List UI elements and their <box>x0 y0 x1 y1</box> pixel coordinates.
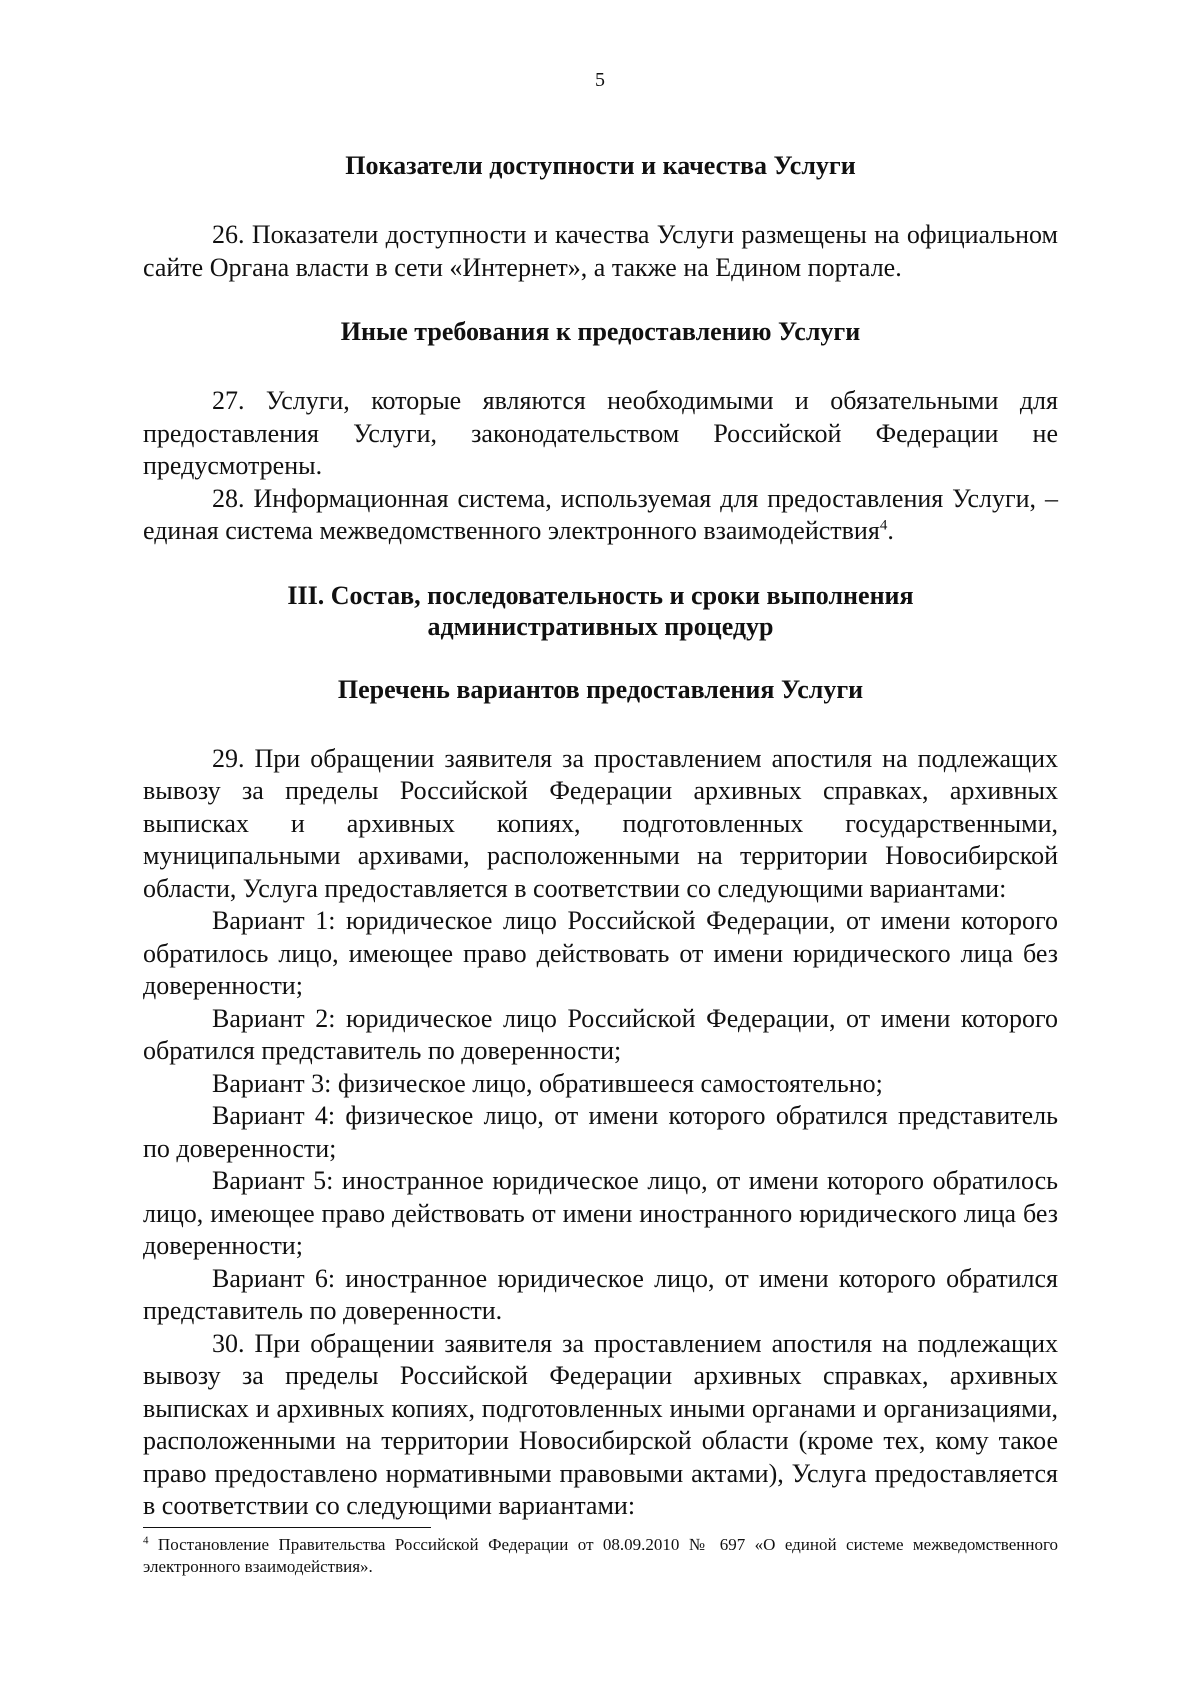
footnote-divider <box>143 1527 431 1528</box>
variant-3: Вариант 3: физическое лицо, обратившееся самостоятельно; <box>212 1068 883 1098</box>
footnote-ref-4[interactable]: 4 <box>879 517 888 534</box>
paragraph-29: 29. При обращении заявителя за проставлением апостиля на подлежащих вывозу за пределы Российской Федерации архивных справках, архивных выписках и архивных копиях, подготовленных государственными, муниципальными архивами, расположенными на территории Новосибирской области, Услуга предоставляется в соответствии со следующими вариантами: <box>143 743 1058 903</box>
variant-4: Вариант 4: физическое лицо, от имени которого обратился представитель по доверенности; <box>143 1101 1058 1163</box>
footnote-marker: 4 <box>143 1534 149 1547</box>
paragraph-28-text: 28. Информационная система, используемая для предоставления Услуги, – единая система межведомственного электронного взаимодействия <box>143 483 1058 545</box>
variant-1: Вариант 1: юридическое лицо Российской Федерации, от имени которого обратилось лицо, имеющее право действовать от имени юридического лица без доверенности; <box>143 906 1058 1000</box>
heading-variants-list: Перечень вариантов предоставления Услуги <box>337 674 864 704</box>
variant-5: Вариант 5: иностранное юридическое лицо, от имени которого обратилось лицо, имеющее право действовать от имени иностранного юридического лица без доверенности; <box>143 1166 1058 1260</box>
heading-availability-quality: Показатели доступности и качества Услуги <box>345 151 856 180</box>
heading-other-requirements: Иные требования к предоставлению Услуги <box>340 317 861 346</box>
footnote-text: Постановление Правительства Российской Федерации от 08.09.2010 № 697 «О единой системе межведомственного электронного взаимодействия». <box>143 1535 1058 1576</box>
heading-section-iii <box>143 580 1058 642</box>
heading-section-iii-line1: III. Состав, последовательность и сроки выполнения <box>287 580 914 610</box>
paragraph-28 <box>143 483 1058 548</box>
paragraph-27: 27. Услуги, которые являются необходимыми и обязательными для предоставления Услуги, законодательством Российской Федерации не предусмотрены. <box>143 386 1058 480</box>
heading-section-iii-line2: административных процедур <box>427 611 774 641</box>
paragraph-30: 30. При обращении заявителя за проставлением апостиля на подлежащих вывозу за пределы Российской Федерации архивных справках, архивных выписках и архивных копиях, подготовленных иными органами и организациями, расположенными на территории Новосибирской области (кроме тех, кому такое право предоставлено нормативными правовыми актами), Услуга предоставляется в соответствии со следующими вариантами: <box>143 1328 1058 1520</box>
page-content <box>143 150 1058 1523</box>
page-number: 5 <box>595 69 605 91</box>
variant-2: Вариант 2: юридическое лицо Российской Федерации, от имени которого обратился представитель по доверенности; <box>143 1003 1058 1065</box>
paragraph-28-end: . <box>887 516 894 545</box>
paragraph-26: 26. Показатели доступности и качества Услуги размещены на официальном сайте Органа власти в сети «Интернет», а также на Едином портале. <box>143 220 1058 282</box>
variant-6: Вариант 6: иностранное юридическое лицо, от имени которого обратился представитель по доверенности. <box>143 1263 1058 1325</box>
footnote-4 <box>143 1534 1058 1578</box>
